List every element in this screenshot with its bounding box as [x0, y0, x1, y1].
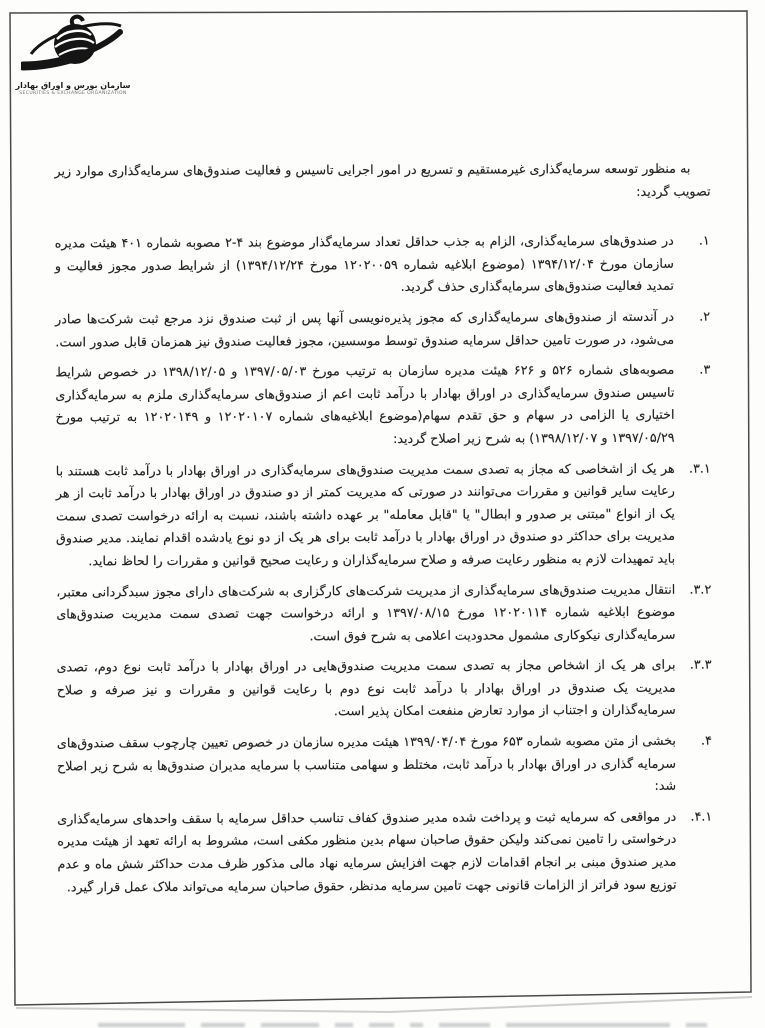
scan-smudge [439, 1023, 489, 1027]
scan-smudge [98, 1023, 185, 1027]
list-item [57, 654, 713, 725]
item-number: ۱. [698, 232, 710, 248]
item-text: برای هر یک از اشخاص مجاز به تصدی سمت مدیریت صندوق‌هایی در اوراق بهادار با درآمد ثابت نوع دوم، تصدی مدیریت یک صندوق در اوراق بهادار با درآمد ثابت نوع دوم با رعایت قوانین و مقررات و نیز صرفه و صلاح سرمایه‌گذاران و اجتناب از موارد تعارض منفعت امکان پذیر است. [56, 657, 676, 719]
list-item [57, 730, 713, 801]
item-number: ۳.۲. [689, 581, 712, 597]
item-text: هر یک از اشخاصی که مجاز به تصدی سمت مدیریت صندوق‌های سرمایه‌گذاری در اوراق بهادار با درآمد ثابت هستند با رعایت سایر قوانین و مقررات می‌توانند در صورتی که مدیریت کمتر از دو صندوق در اوراق بهادار با درآمد ثابت از هر یک از انواع "مبتنی بر صدور و ابطال" یا "قابل معامله" بر عهده داشته باشند، نسبت به ارائه درخواست تصدی سمت مدیریت برای حداکثر دو صندوق در اوراق بهادار با درآمد ثابت برای هر یک از دو نوع یادشده اقدام نمایند. مدیر صندوق باید تمهیدات لازم به منظور رعایت صرفه و صلاح سرمایه‌گذاران و رعایت صحیح قوانین و مقررات را لحاظ نماید. [55, 460, 676, 569]
item-text: در صندوق‌های سرمایه‌گذاری، الزام به جذب حداقل تعداد سرمایه‌گذار موضوع بند ۴-۲ مصوبه شماره ۴۰۱ هیئت مدیره سازمان مورخ ۱۳۹۴/۱۲/۰۴ (موضوع ابلاغیه شماره ۱۲۰۲۰۰۵۹ مورخ ۱۳۹۴/۱۲/۲۴) از شرایط صدور مجوز فعالیت و تمدید فعالیت صندوق‌های سرمایه‌گذاری حذف گردید. [54, 232, 674, 295]
item-number: ۲. [699, 308, 711, 324]
scan-smudge [369, 1023, 394, 1027]
border-shadow-line [16, 997, 752, 1012]
letterhead [14, 14, 132, 96]
scan-artifact-strip [98, 1021, 707, 1027]
list-item [55, 359, 711, 452]
document-body [54, 158, 713, 907]
scan-smudge [201, 1023, 245, 1027]
items-list [55, 230, 714, 899]
item-number: ۳.۱. [688, 460, 711, 476]
list-item [56, 578, 712, 649]
org-name-farsi: سازمان بورس و اوراق بهادار [15, 81, 131, 90]
scan-smudge [335, 1023, 352, 1027]
item-number: ۳.۳. [689, 656, 712, 672]
scan-smudge [686, 1023, 707, 1027]
item-number: ۳. [699, 361, 711, 377]
item-text: در آندسته از صندوق‌های سرمایه‌گذاری که مجوز پذیره‌نویسی آنها پس از ثبت صندوق نزد مرجع ثبت شرکت‌ها صادر می‌شود، در صورت تامین حداقل سرمایه صندوق توسط موسسین، مجوز فعالیت صندوق نیز همزمان قابل صدور است. [55, 308, 675, 349]
scan-smudge [261, 1023, 319, 1027]
list-item [57, 805, 713, 898]
intro-paragraph: به منظور توسعه سرمایه‌گذاری غیرمستقیم و تسریع در امور اجرایی تاسیس و فعالیت صندوق‌های سرمایه‌گذاری موارد زیر تصویب گردید: [54, 160, 711, 199]
list-item [55, 306, 711, 354]
item-text: در مواقعی که سرمایه ثبت و پرداخت شده مدیر صندوق کفاف تناسب حداقل سرمایه با سقف واحدهای سرمایه‌گذاری درخواستی را تامین نمی‌کند ولیکن حقوق صاحبان سهام بدین منظور مکفی است، مشروط به ارائه تعهد از هیئت مدیره مدیر صندوق مبنی بر انجام اقدامات لازم جهت افزایش سرمایه نهاد مالی مذکور ظرف مدت حداکثر شش ماه و عدم توزیع سود فراتر از الزامات قانونی جهت تامین سرمایه مدنظر، حقوق صاحبان سرمایه می‌تواند ملاک عمل قرار گیرد. [57, 808, 677, 895]
scan-smudge [506, 1023, 670, 1027]
item-number: ۴.۱. [690, 808, 713, 824]
item-text: بخشی از متن مصوبه شماره ۶۵۳ مورخ ۱۳۹۹/۰۴/۰۴ هیئت مدیره سازمان در خصوص تعیین چارچوب سقف صندوق‌های سرمایه گذاری در اوراق بهادار با درآمد ثابت، مختلط و سهامی متناسب با سرمایه مدیران صندوق‌ها به شرح زیر اصلاح شد: [56, 732, 677, 794]
item-text: مصوبه‌های شماره ۵۲۶ و ۶۲۶ هیئت مدیره سازمان به ترتیب مورخ ۱۳۹۷/۰۵/۰۳ و ۱۳۹۸/۱۲/۰۵ در خصوص شرایط تاسیس صندوق سرمایه‌گذاری در اوراق بهادار با درآمد ثابت اعم از صندوق‌های سرمایه‌گذاری ملزم به سرمایه‌گذاری اختیاری یا الزامی در سهام و حق تقدم سهام(موضوع ابلاغیه‌های شماره ۱۲۰۲۰۱۰۷ و ۱۲۰۲۰۱۴۹ به ترتیب مورخ ۱۳۹۷/۰۵/۲۹ و ۱۳۹۸/۱۲/۰۷) به شرح زیر اصلاح گردید: [55, 361, 675, 446]
list-item [56, 457, 712, 573]
item-number: ۴. [701, 732, 712, 748]
scan-smudge [410, 1023, 424, 1027]
org-name-english: SECURITIES & EXCHANGE ORGANIZATION [19, 91, 127, 96]
item-text: انتقال مدیریت صندوق‌های سرمایه‌گذاری از مدیریت شرکت‌های کارگزاری به شرکت‌های دارای مجوز سبدگردانی معتبر، موضوع ابلاغیه شماره ۱۲۰۲۰۱۱۴ مورخ ۱۳۹۷/۰۸/۱۵ و ارائه درخواست جهت تصدی سمت مدیریت صندوق‌های سرمایه‌گذاری نیکوکاری مشمول محدودیت اعلامی به شرح فوق است. [56, 581, 676, 644]
saturn-planet-logo-icon [21, 14, 125, 80]
list-item [55, 230, 711, 301]
